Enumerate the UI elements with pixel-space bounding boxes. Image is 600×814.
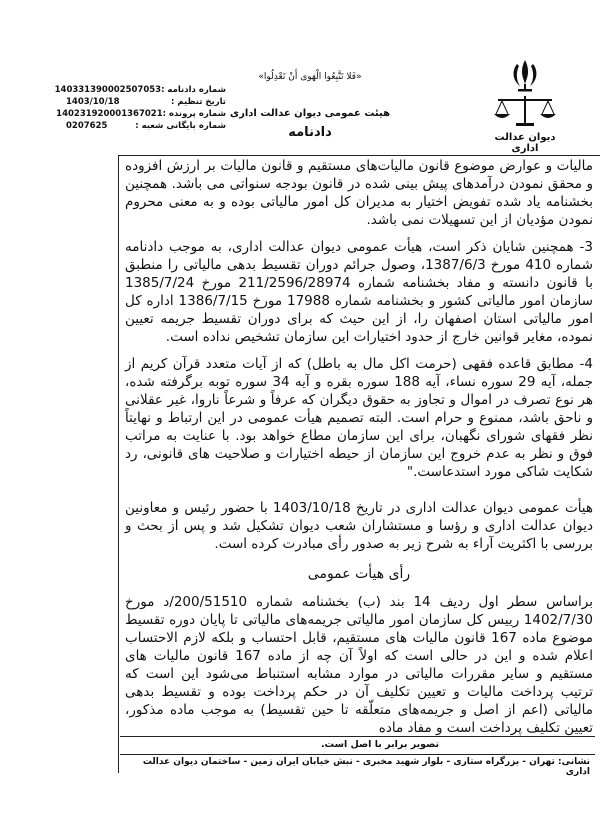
- meta-label: شماره بایگانی شعبه :: [135, 121, 226, 131]
- meta-row: [66, 120, 226, 132]
- ruling-body: [125, 157, 593, 746]
- footer-divider: [120, 754, 595, 755]
- meta-value: 140231920001367021: [56, 109, 163, 119]
- meta-value: 1403/10/18: [66, 97, 120, 107]
- body-paragraph: هیأت عمومی دیوان عدالت اداری در تاریخ 1403/10/18 با حضور رئیس و معاونین دیوان عدالت اداری و رؤسا و مستشاران شعب دیوان تشکیل شد و پس از بحث و بررسی با اکثریت آراء به شرح زیر به صدور رأی مبادرت کرده است.: [125, 500, 593, 552]
- header-center: [200, 72, 420, 140]
- header-verse: «فَلا تَتَّبِعُوا الْهَوى أَنْ تَعْدِلُوا»: [258, 72, 362, 82]
- body-paragraph: مالیات و عوارض موضوع قانون مالیات‌های مستقیم و قانون مالیات بر ارزش افزوده و محقق نمودن درآمدهای پیش بینی شده در قانون بودجه سنواتی می باشد. همچنین بخشنامه یاد شده تفویض اختیار به مدیران کل امور مالیاتی بوده و به معنی محروم نمودن مؤدیان از این تسهیلات نمی باشد.: [125, 158, 593, 228]
- body-paragraph: 4- مطابق قاعده فقهی (حرمت اکل مال به باطل) که از آیات متعدد قرآن کریم از جمله، آیه 29 سوره نساء، آیه 188 سوره بقره و آیه 34 سوره توبه برگرفته شده، هر نوع تصرف در اموال و تجاوز به حقوق دیگران که عرفاً و شرعاً ناروا، غیر عقلانی و ناحق باشد، ممنوع و حرام است. البته تصمیم هیأت عمومی در این ارتباط و نهایتاً نظر فقهای شورای نگهبان، برای این سازمان مطاع خواهد بود. با عنایت به مراتب فوق و نظر به عدم خروج این سازمان از حیطه اختیارات و صلاحیت های قانونی، رد شکایت شاکی مورد استدعاست.": [125, 356, 593, 480]
- meta-label: شماره پرونده :: [162, 109, 226, 119]
- meta-value: 140331390002507053: [54, 85, 162, 95]
- meta-label: تاریخ تنظیم :: [171, 97, 226, 107]
- meta-label: شماره دادنامه :: [161, 85, 226, 95]
- meta-row: [66, 96, 226, 108]
- scales-of-justice-icon: [490, 94, 560, 128]
- board-name: هیئت عمومی دیوان عدالت اداری: [229, 108, 391, 119]
- document-title: دادنامه: [288, 125, 332, 140]
- court-emblem: [480, 58, 570, 154]
- iran-emblem-icon: [508, 58, 542, 94]
- section-title: رأی هیأت عمومی: [307, 566, 411, 582]
- footer-divider: [120, 736, 595, 737]
- certified-copy-note: تصویر برابر با اصل است.: [320, 739, 440, 750]
- meta-row: [54, 84, 226, 96]
- footer-address: نشانی: تهران - بزرگراه ستاری - بلوار شهید مخبری - نبش خیابان ایران زمین - ساختمان دیوان عدالت اداری: [142, 757, 590, 777]
- document-metadata: [54, 84, 226, 132]
- body-paragraph: 3- همچنین شایان ذکر است، هیأت عمومی دیوان عدالت اداری، به موجب دادنامه شماره 410 مورخ 1387/6/3، وصول جرائم دوران تقسیط بدهی مالیاتی را منطبق با قانون دانسته و مفاد بخشنامه شماره 211/2596/28974 مورخ 1385/7/24 سازمان امور مالیاتی کشور و بخشنامه شماره 17988 مورخ 1386/7/15 اداره کل امور مالیاتی استان اصفهان را، از این حیث که برای دوران تقسیط جریمه تعیین نموده، مغایر قوانین خارج از حدود اختیارات این سازمان تشخیص نداده است.: [125, 239, 593, 345]
- court-name: دیوان عدالت اداری: [494, 132, 556, 154]
- meta-value: 0207625: [66, 121, 108, 131]
- meta-row: [56, 108, 226, 120]
- body-paragraph: براساس سطر اول ردیف 14 بند (ب) بخشنامه شماره 200/51510/د مورخ 1402/7/30 رییس کل سازمان امور مالیاتی جریمه‌های مالیاتی تا پایان دوره تقسیط موضوع ماده 167 قانون مالیات های مستقیم، قابل احتساب و بلکه لازم الاحتساب اعلام شده و این در حالی است که اولاً آن چه از ماده 167 قانون مالیات های مستقیم و سایر مقررات مالیاتی در موارد مشابه استنباط می‌شود این است که ترتیب پرداخت مالیات و تعیین تکلیف آن در حکم پرداخت بوده و تقسیط بدهی مالیاتی (اعم از اصل و جریمه‌های متعلّقه تا حین تقسیط) به موجب ماده مذکور، تعیین تکلیف پرداخت است و مفاد ماده: [125, 594, 594, 736]
